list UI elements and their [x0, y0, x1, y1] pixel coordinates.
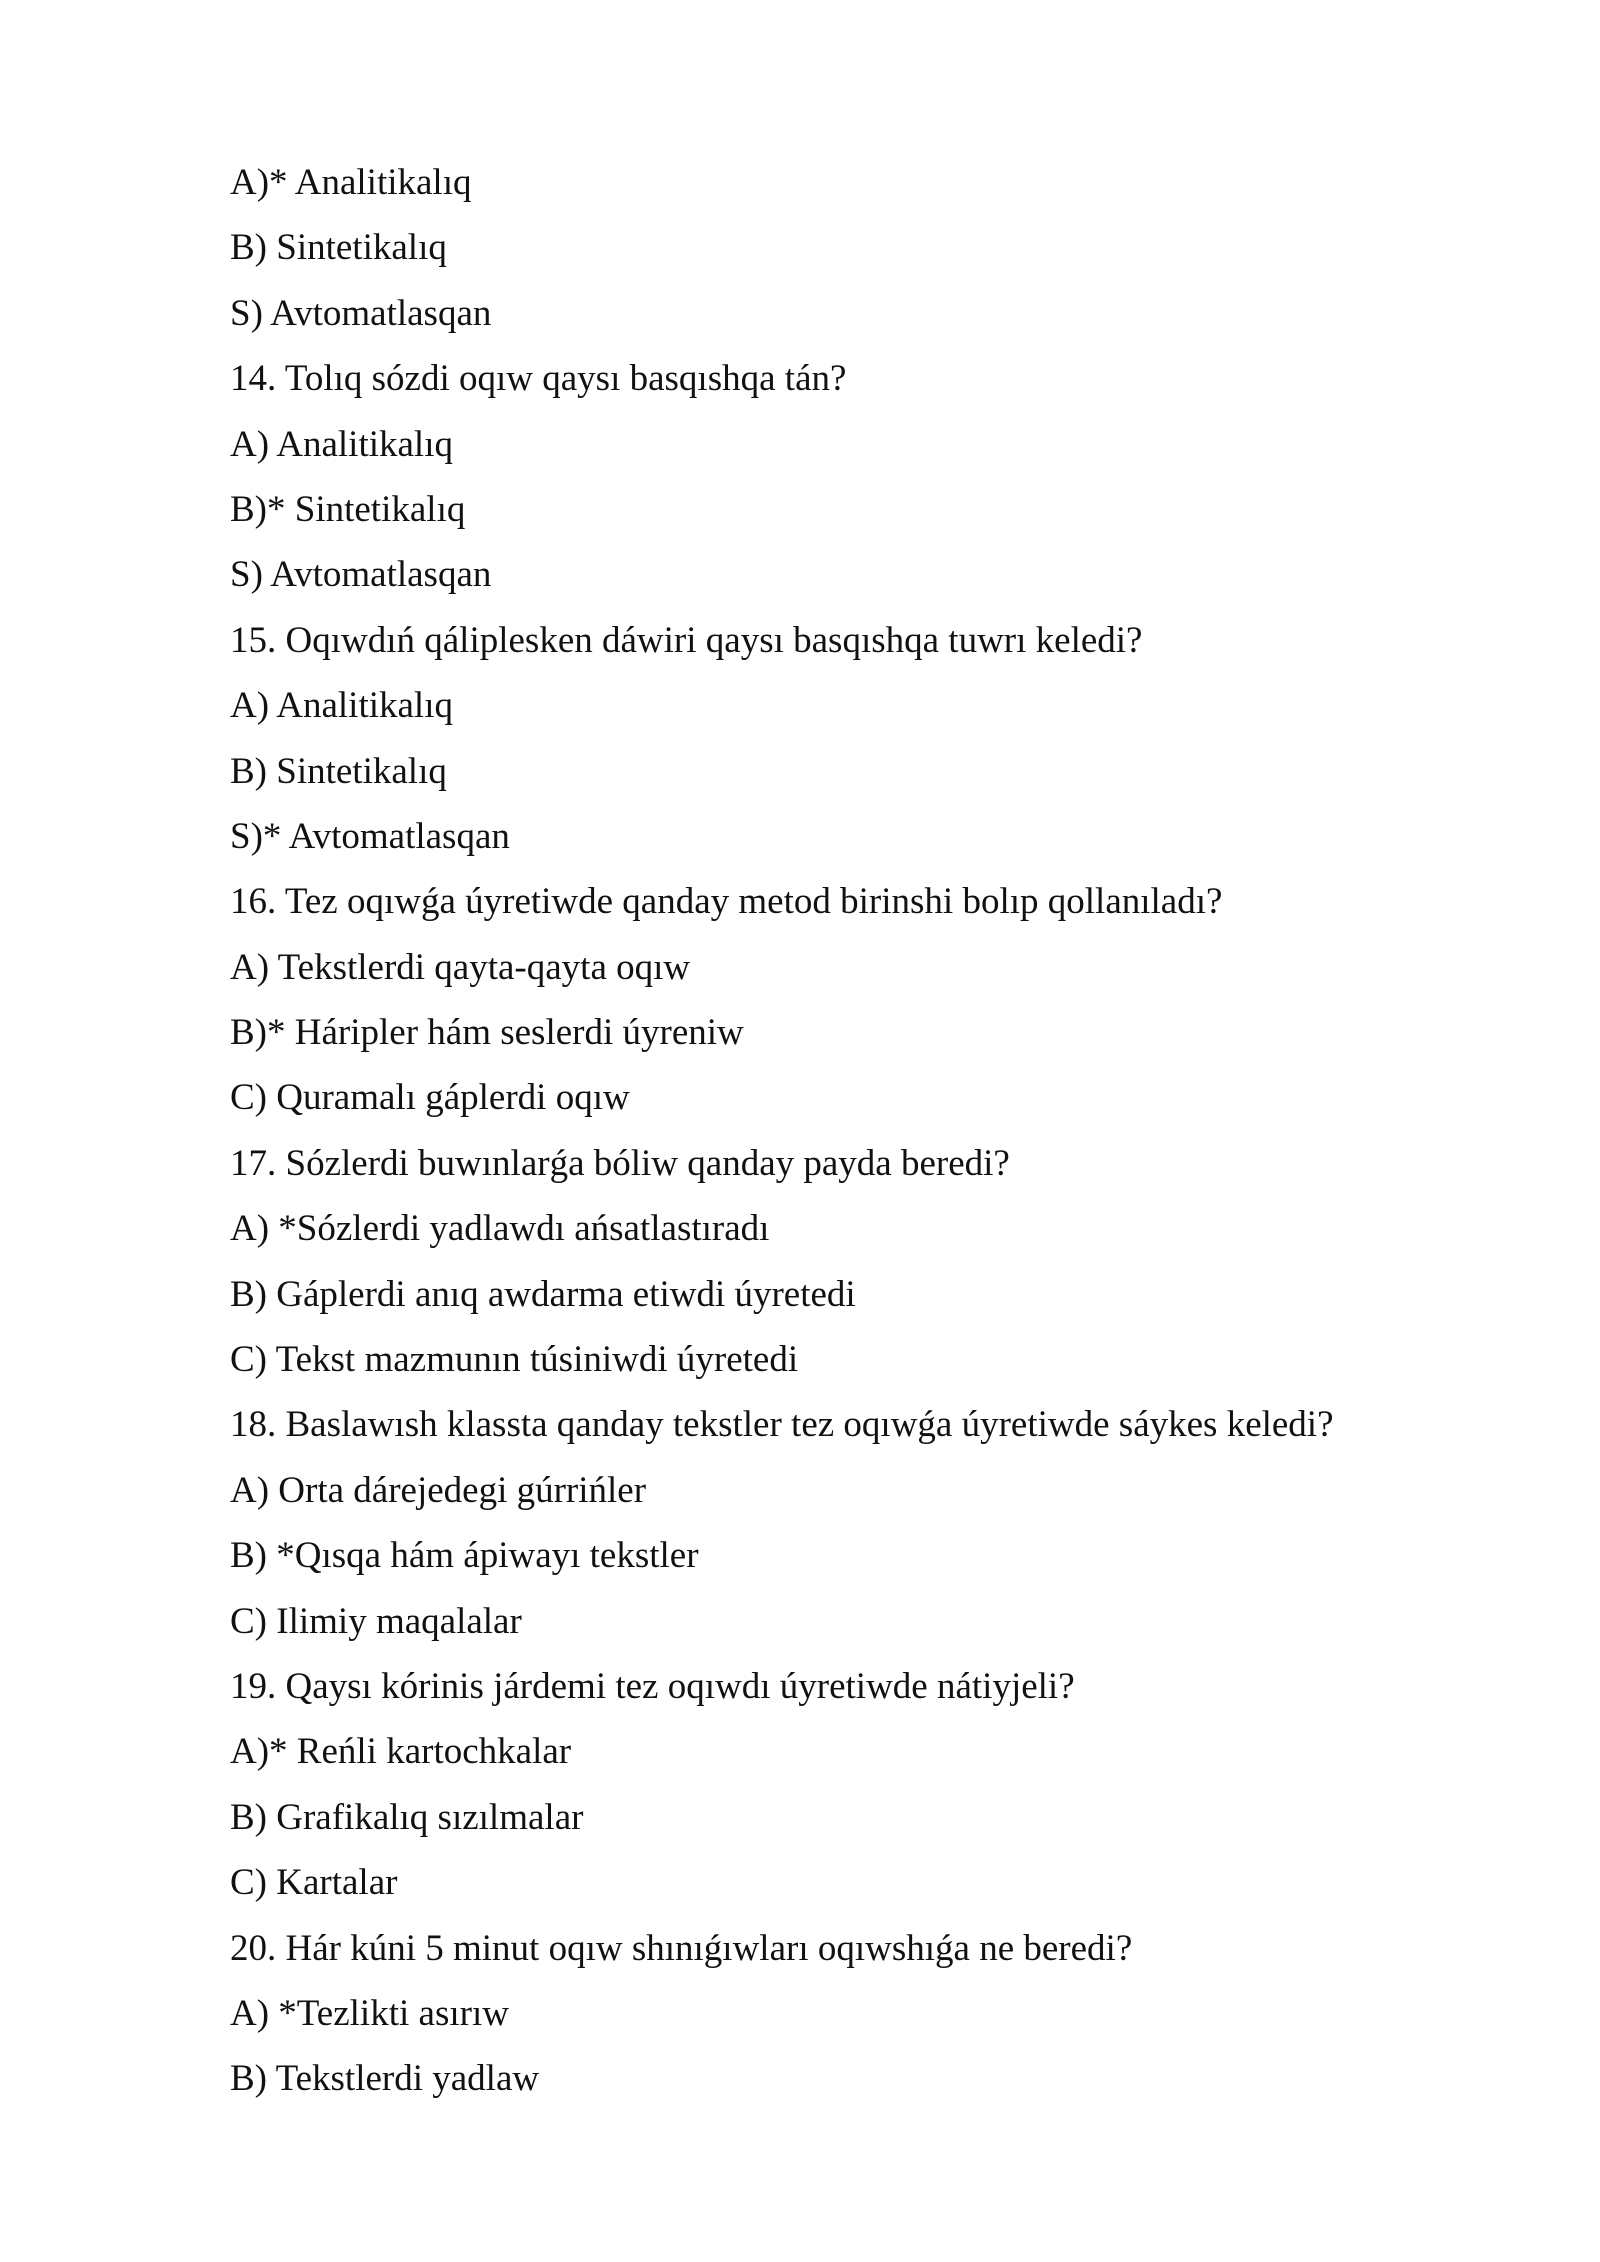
question-17: 17. Sózlerdi buwınlarǵa bóliw qanday payda beredi?: [230, 1142, 1010, 1184]
answer-option: A) Orta dárejedegi gúrrińler: [230, 1469, 647, 1511]
answer-option: C) Tekst mazmunın túsiniwdi úyretedi: [230, 1339, 799, 1381]
question-14: 14. Tolıq sózdi oqıw qaysı basqıshqa tán?: [230, 358, 847, 400]
question-19: 19. Qaysı kórinis járdemi tez oqıwdı úyretiwde nátiyjeli?: [230, 1665, 1075, 1707]
question-20: 20. Hár kúni 5 minut oqıw shınıǵıwları oqıwshıǵa ne beredi?: [230, 1927, 1133, 1969]
answer-option: A) *Sózlerdi yadlawdı ańsatlastıradı: [230, 1208, 770, 1250]
answer-option: S)* Avtomatlasqan: [230, 815, 510, 857]
answer-option: B) Tekstlerdi yadlaw: [230, 2058, 540, 2100]
question-15: 15. Oqıwdıń qáliplesken dáwiri qaysı basqıshqa tuwrı keledi?: [230, 619, 1143, 661]
answer-option: A)* Reńli kartochkalar: [230, 1731, 572, 1773]
answer-option: C) Kartalar: [230, 1862, 398, 1904]
answer-option: S) Avtomatlasqan: [230, 292, 492, 334]
answer-option: B)* Háripler hám seslerdi úyreniw: [230, 1012, 744, 1054]
document-page: [230, 150, 1480, 2112]
answer-option: B) Grafikalıq sızılmalar: [230, 1796, 584, 1838]
answer-option: B)* Sintetikalıq: [230, 488, 466, 530]
answer-option: A) *Tezlikti asırıw: [230, 1992, 509, 2034]
answer-option: A) Analitikalıq: [230, 685, 453, 727]
answer-option: S) Avtomatlasqan: [230, 554, 492, 596]
answer-option: A) Tekstlerdi qayta-qayta oqıw: [230, 946, 691, 988]
answer-option: C) Ilimiy maqalalar: [230, 1600, 522, 1642]
answer-option: B) *Qısqa hám ápiwayı tekstler: [230, 1535, 699, 1577]
answer-option: C) Quramalı gáplerdi oqıw: [230, 1077, 630, 1119]
question-16: 16. Tez oqıwǵa úyretiwde qanday metod birinshi bolıp qollanıladı?: [230, 881, 1223, 923]
answer-option: B) Sintetikalıq: [230, 750, 447, 792]
answer-option: A)* Analitikalıq: [230, 162, 472, 203]
question-18: 18. Baslawısh klassta qanday tekstler tez oqıwǵa úyretiwde sáykes keledi?: [230, 1404, 1334, 1446]
answer-option: B) Sintetikalıq: [230, 227, 447, 269]
answer-option: A) Analitikalıq: [230, 423, 453, 465]
answer-option: B) Gáplerdi anıq awdarma etiwdi úyretedi: [230, 1273, 856, 1315]
